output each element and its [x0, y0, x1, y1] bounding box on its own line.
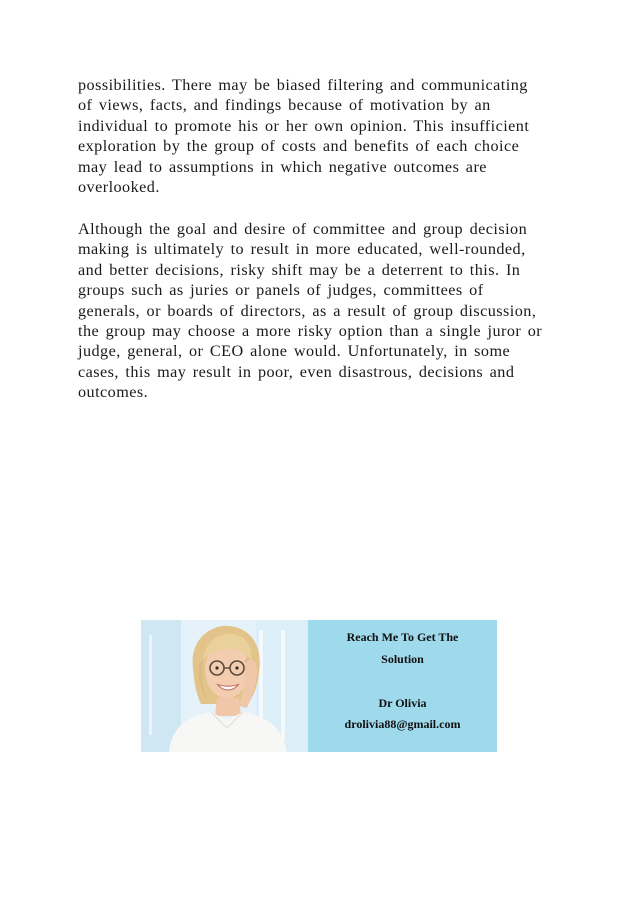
paragraph-1 [78, 75, 568, 197]
paragraph-line: possibilities. There may be biased filtering and communicating [78, 76, 528, 94]
paragraph-line: generals, or boards of directors, as a result of group discussion, [78, 301, 537, 320]
paragraph-line: and better decisions, risky shift may be a deterrent to this. In [78, 260, 521, 279]
headline-line-1: Reach Me To Get The [346, 630, 459, 644]
paragraph-line: judge, general, or CEO alone would. Unfortunately, in some [78, 342, 511, 361]
contact-banner [141, 620, 497, 752]
contact-info-panel [308, 620, 497, 752]
woman-with-glasses-photo [141, 620, 308, 752]
paragraph-line: exploration by the group of costs and benefits of each choice [78, 137, 520, 156]
paragraph-line: individual to promote his or her own opinion. This insufficient [78, 116, 530, 135]
paragraph-line: cases, this may result in poor, even disastrous, decisions and [78, 362, 515, 381]
paragraph-line: making is ultimately to result in more educated, well-rounded, [78, 240, 526, 259]
paragraph-line: groups such as juries or panels of judges, committees of [78, 281, 484, 300]
paragraph-2 [78, 219, 568, 403]
headline-line-2: Solution [381, 652, 424, 666]
contact-email[interactable]: drolivia88@gmail.com [344, 717, 461, 731]
paragraph-line: outcomes. [78, 383, 149, 402]
paragraph-line: Although the goal and desire of committee and group decision [78, 220, 528, 238]
contact-name: Dr Olivia [378, 696, 427, 710]
paragraph-line: the group may choose a more risky option than a single juror or [78, 322, 543, 341]
paragraph-line: may lead to assumptions in which negative outcomes are [78, 157, 487, 176]
paragraph-line: of views, facts, and findings because of motivation by an [78, 96, 491, 115]
paragraph-line: overlooked. [78, 178, 160, 197]
